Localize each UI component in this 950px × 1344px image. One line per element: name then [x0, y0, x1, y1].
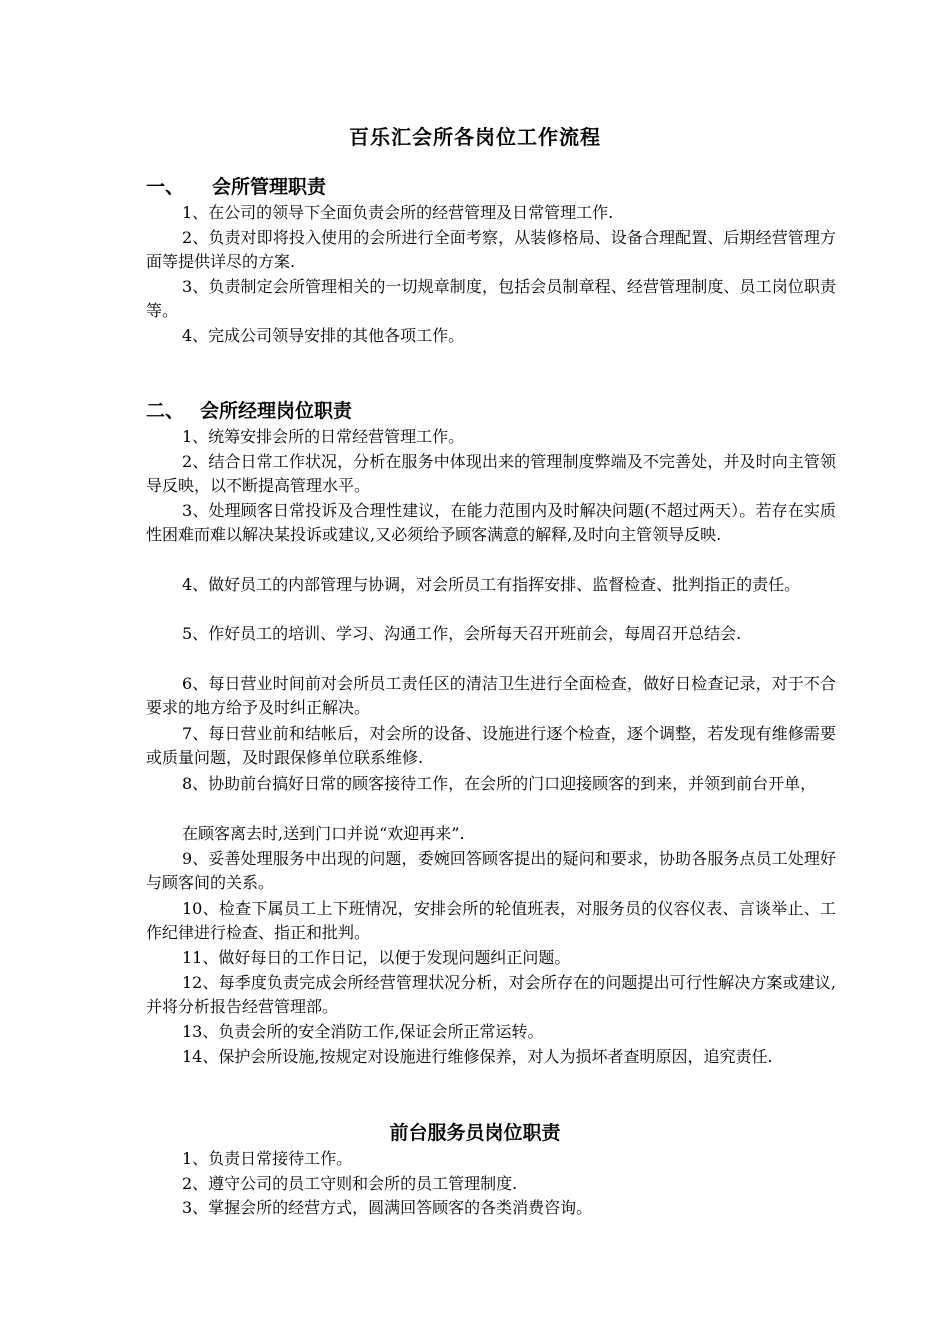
list-item: 在顾客离去时,送到门口并说“欢迎再来”. [182, 824, 465, 843]
list-item: 2、负责对即将投入使用的会所进行全面考察，从装修格局、设备合理配置、后期经营管理方面等提供详尽的方案. [146, 228, 836, 271]
list-item: 12、每季度负责完成会所经营管理状况分析，对会所存在的问题提出可行性解决方案或建议,并将分析报告经营管理部。 [146, 973, 836, 1016]
list-item: 8、协助前台搞好日常的顾客接待工作，在会所的门口迎接顾客的到来，并领到前台开单， [182, 774, 817, 793]
section-heading-manager [146, 397, 352, 425]
section-number: 一、 [146, 176, 185, 198]
list-item: 2、遵守公司的员工守则和会所的员工管理制度. [182, 1174, 518, 1193]
list-item: 11、做好每日的工作日记，以便于发现问题纠正问题。 [182, 948, 571, 967]
list-item: 6、每日营业时间前对会所员工责任区的清洁卫生进行全面检查，做好日检查记录，对于不合要求的地方给予及时纠正解决。 [146, 674, 836, 717]
list-item: 14、保护会所设施,按规定对设施进行维修保养，对人为损坏者查明原因，追究责任. [182, 1047, 773, 1066]
list-item: 10、检查下属员工上下班情况，安排会所的轮值班表，对服务员的仪容仪表、言谈举止、工作纪律进行检查、指正和批判。 [146, 899, 836, 942]
section-heading-front-desk: 前台服务员岗位职责 [389, 1122, 561, 1144]
section-heading-management [146, 173, 326, 201]
list-item: 1、统筹安排会所的日常经营管理工作。 [182, 427, 465, 446]
list-item: 3、处理顾客日常投诉及合理性建议，在能力范围内及时解决问题(不超过两天）。若存在实质性困难而难以解决某投诉或建议,又必须给予顾客满意的解释,及时向主管领导反映. [146, 501, 836, 544]
list-item: 1、负责日常接待工作。 [182, 1149, 353, 1168]
list-item: 9、妥善处理服务中出现的问题，委婉回答顾客提出的疑问和要求，协助各服务点员工处理好与顾客间的关系。 [146, 849, 836, 892]
list-item: 3、负责制定会所管理相关的一切规章制度，包括会员制章程、经营管理制度、员工岗位职责等。 [146, 277, 836, 320]
list-item: 1、在公司的领导下全面负责会所的经营管理及日常管理工作. [182, 203, 614, 222]
section-title: 会所经理岗位职责 [200, 400, 353, 422]
list-item: 4、完成公司领导安排的其他各项工作。 [182, 326, 465, 345]
list-item: 7、每日营业前和结帐后，对会所的设备、设施进行逐个检查，逐个调整，若发现有维修需要或质量问题，及时跟保修单位联系维修. [146, 724, 836, 767]
section-number: 二、 [146, 400, 185, 422]
list-item: 2、结合日常工作状况，分析在服务中体现出来的管理制度弊端及不完善处，并及时向主管领导反映，以不断提高管理水平。 [146, 452, 836, 495]
list-item: 4、做好员工的内部管理与协调，对会所员工有指挥安排、监督检查、批判指正的责任。 [182, 575, 801, 594]
list-item: 13、负责会所的安全消防工作,保证会所正常运转。 [182, 1022, 544, 1041]
document-title: 百乐汇会所各岗位工作流程 [349, 125, 601, 149]
list-item: 3、掌握会所的经营方式，圆满回答顾客的各类消费咨询。 [182, 1198, 593, 1217]
section-title: 会所管理职责 [212, 176, 327, 198]
list-item: 5、作好员工的培训、学习、沟通工作，会所每天召开班前会，每周召开总结会. [182, 624, 742, 643]
